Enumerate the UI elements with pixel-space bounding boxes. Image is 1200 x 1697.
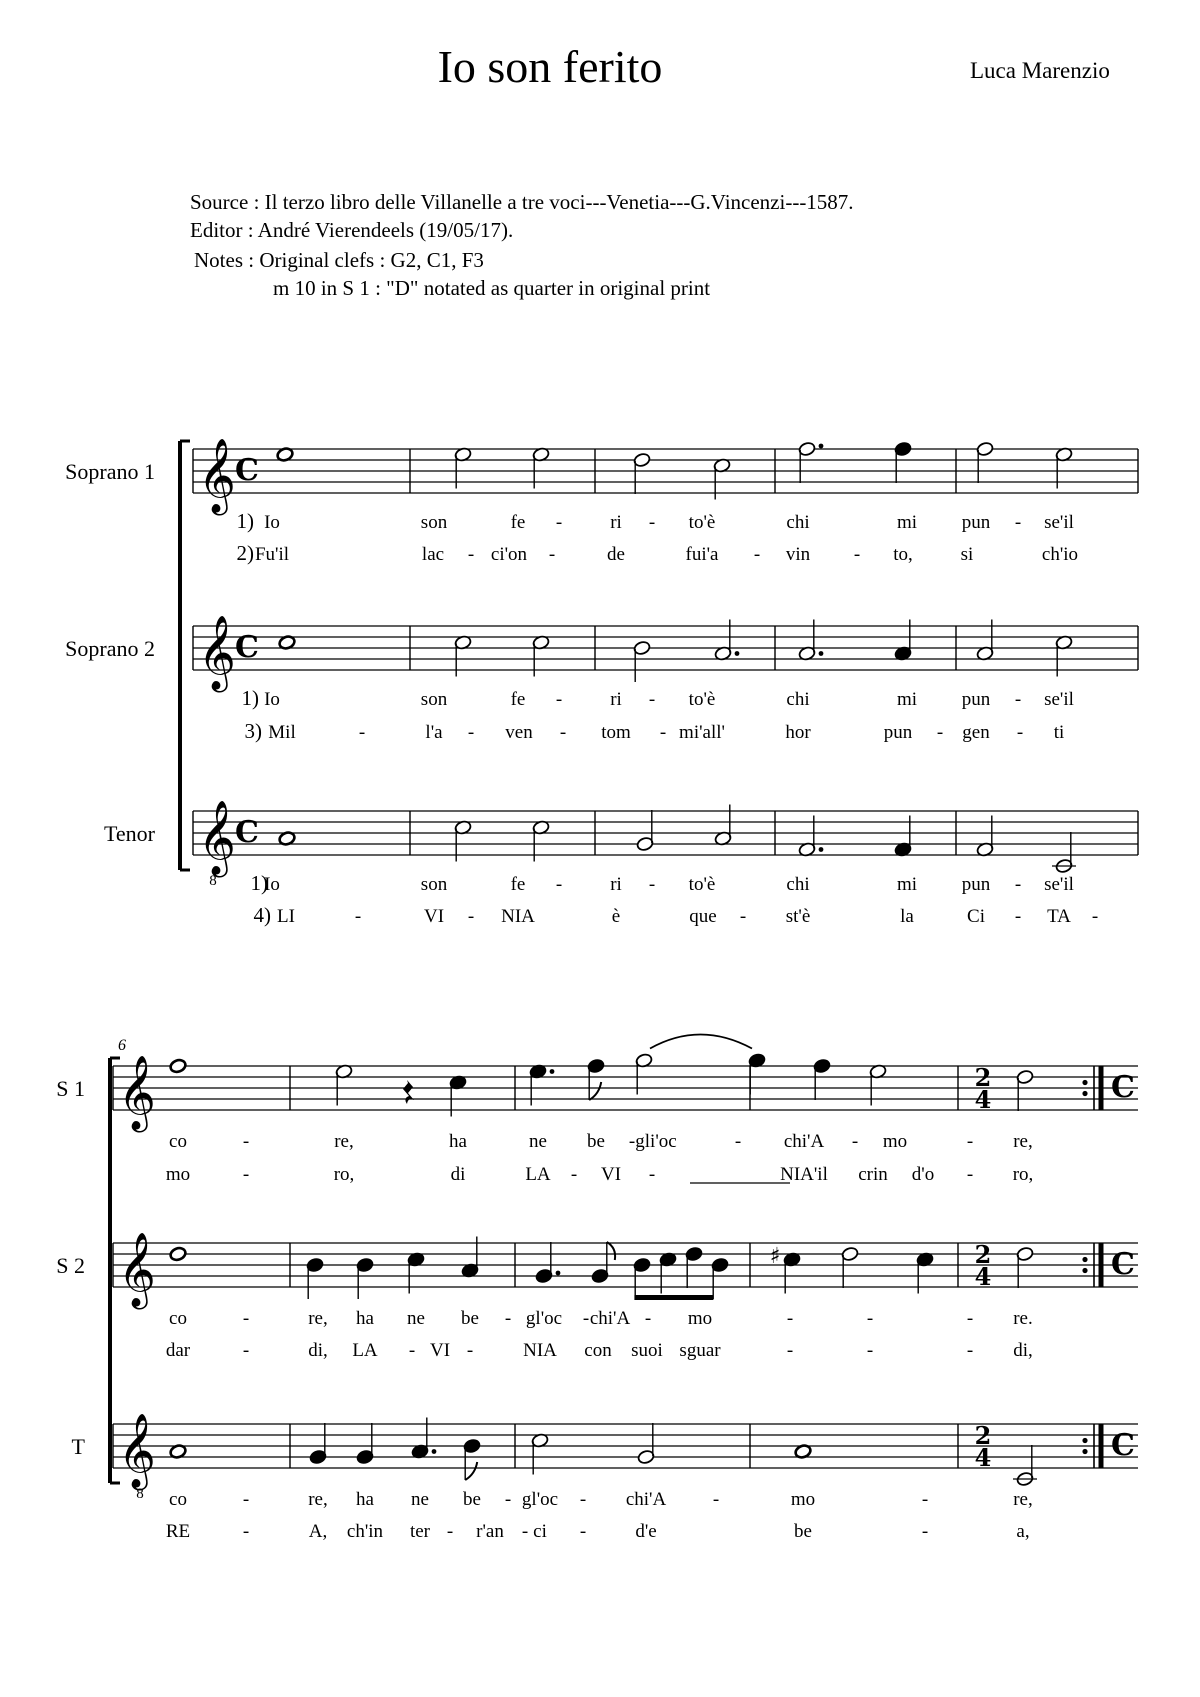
lyric-s2-v1: chi bbox=[786, 689, 810, 710]
notehead bbox=[169, 1246, 187, 1262]
lyric-s2-v2: hor bbox=[785, 722, 811, 743]
lyric-s2-v2: mi'all' bbox=[679, 722, 725, 743]
dot bbox=[556, 1271, 561, 1276]
lyric2-s1-v2: - bbox=[966, 1164, 974, 1185]
lyric2-s1-v1: chi'A bbox=[783, 1131, 825, 1152]
lyric2-t-v1: - bbox=[579, 1489, 587, 1510]
verse-number: 4) bbox=[253, 903, 271, 927]
lyric2-s2-v2: - bbox=[242, 1340, 250, 1361]
tie-slur bbox=[650, 1035, 752, 1049]
note bbox=[535, 1242, 560, 1284]
lyric2-t-v1: co bbox=[169, 1489, 187, 1510]
lyric-t-v1: ri bbox=[610, 874, 622, 895]
lyric-s1-v2: - bbox=[467, 544, 475, 565]
lyric-t-v2: la bbox=[900, 906, 914, 927]
lyric2-s2-v2: VI bbox=[429, 1340, 451, 1361]
repeat-dot bbox=[1082, 1257, 1087, 1262]
sharp-icon: ♯ bbox=[769, 1244, 781, 1269]
lyric2-s1-v2: di bbox=[450, 1164, 466, 1185]
lyric2-t-v2: - bbox=[921, 1521, 929, 1542]
lyric-s1-v2: to, bbox=[893, 544, 913, 565]
treble-clef-icon: 𝄞 bbox=[118, 1233, 156, 1307]
lyric-t-v1: chi bbox=[786, 874, 810, 895]
lyric-t-v1: pun bbox=[961, 874, 991, 895]
lyric-s1-v2: ci'on bbox=[490, 544, 528, 565]
time-sig-bottom: 4 bbox=[974, 1085, 992, 1114]
lyric2-s1-v1: re, bbox=[334, 1131, 354, 1152]
voice-label-s1: Soprano 1 bbox=[65, 459, 155, 484]
lyric2-s1-v2: ro, bbox=[333, 1164, 355, 1185]
lyric2-s1-v2: mo bbox=[165, 1164, 191, 1185]
lyric2-s2-v2: sguar bbox=[679, 1340, 721, 1361]
lyric-t-v2: LI bbox=[277, 906, 295, 927]
note bbox=[1013, 1445, 1037, 1487]
lyric2-s1-v2: - bbox=[570, 1164, 578, 1185]
common-time-icon: C bbox=[235, 630, 259, 665]
lyric-s1-v2: ch'io bbox=[1041, 544, 1079, 565]
lyric-t-v1: - bbox=[648, 874, 656, 895]
lyric2-t-v2: - bbox=[521, 1521, 529, 1542]
note bbox=[798, 441, 823, 483]
lyric2-t-v2: A, bbox=[308, 1521, 328, 1542]
lyric-s2-v2: - bbox=[358, 722, 366, 743]
lyric-t-v1: - bbox=[1014, 874, 1022, 895]
lyric2-t-v1: ha bbox=[356, 1489, 374, 1510]
note bbox=[1016, 1069, 1034, 1111]
lyric-s1-v2: - bbox=[548, 544, 556, 565]
lyric-t-v2: Ci bbox=[967, 906, 985, 927]
lyric2-s1-v2: - bbox=[242, 1164, 250, 1185]
lyric-s2-v2: - bbox=[936, 722, 944, 743]
verse-number: 1) bbox=[250, 871, 268, 895]
lyric-s2-v1: - bbox=[555, 689, 563, 710]
lyric2-t-v1: - bbox=[504, 1489, 512, 1510]
lyric2-s1-v2: crin bbox=[858, 1164, 888, 1185]
lyric2-s2-v1: chi'A bbox=[589, 1308, 631, 1329]
lyric-t-v2: - bbox=[1014, 906, 1022, 927]
lyric2-t-v2: d'e bbox=[635, 1521, 657, 1542]
lyric-s1-v2: fui'a bbox=[685, 544, 719, 565]
note bbox=[356, 1423, 374, 1465]
common-time-icon: C bbox=[235, 815, 259, 850]
lyric2-s1-v2: LA bbox=[525, 1164, 551, 1185]
staff-t bbox=[193, 811, 1138, 855]
lyric2-t-v1: - bbox=[242, 1489, 250, 1510]
dot bbox=[819, 847, 824, 852]
notes-line-1: Notes : Original clefs : G2, C1, F3 bbox=[194, 248, 484, 272]
treble-clef-icon: 𝄞 bbox=[198, 616, 236, 690]
lyric2-s2-v2: - bbox=[466, 1340, 474, 1361]
lyric2-s1-v1: gli'oc bbox=[635, 1131, 677, 1152]
lyric-s2-v2: - bbox=[467, 722, 475, 743]
lyric2-s1-v2: - bbox=[648, 1164, 656, 1185]
lyric-s2-v2: ven bbox=[505, 722, 533, 743]
lyric-t-v2: NIA bbox=[501, 906, 535, 927]
lyric2-t-v1: be bbox=[463, 1489, 481, 1510]
lyric2-s2-v1: - bbox=[242, 1308, 250, 1329]
lyric2-s2-v1: gl'oc bbox=[525, 1308, 563, 1329]
lyric2-s2-v1: re. bbox=[1013, 1308, 1033, 1329]
quarter-rest-icon bbox=[403, 1080, 414, 1104]
repeat-dot bbox=[1082, 1268, 1087, 1273]
lyric-t-v2: - bbox=[354, 906, 362, 927]
lyric-s2-v1: pun bbox=[961, 689, 991, 710]
lyric2-s2-v2: suoi bbox=[631, 1340, 663, 1361]
note bbox=[356, 1257, 374, 1299]
lyric-t-v2: st'è bbox=[785, 906, 811, 927]
repeat-dot bbox=[1082, 1080, 1087, 1085]
measure-number: 6 bbox=[118, 1037, 126, 1054]
lyric-t-v2: VI bbox=[423, 906, 445, 927]
lyric2-t-v2: RE bbox=[165, 1521, 191, 1542]
voice-short-label-t: T bbox=[71, 1434, 85, 1459]
verse-number: 3) bbox=[244, 719, 262, 743]
lyric2-t-v2: a, bbox=[1016, 1521, 1030, 1542]
lyric2-s1-v1: - bbox=[734, 1131, 742, 1152]
note bbox=[633, 1257, 651, 1299]
lyric-s1-v1: Io bbox=[264, 512, 280, 533]
lyric-s1-v2: si bbox=[960, 544, 974, 565]
note bbox=[637, 1423, 655, 1465]
note bbox=[636, 810, 654, 852]
lyric-s1-v1: chi bbox=[786, 512, 810, 533]
lyric2-s2-v2: di, bbox=[308, 1340, 328, 1361]
lyric-s1-v2: vin bbox=[785, 544, 811, 565]
lyric-s2-v1: - bbox=[648, 689, 656, 710]
lyric-s1-v1: son bbox=[420, 512, 448, 533]
lyric2-t-v1: chi'A bbox=[625, 1489, 667, 1510]
lyric-t-v1: - bbox=[555, 874, 563, 895]
lyric2-s1-v2: NIA'il bbox=[780, 1164, 828, 1185]
note bbox=[306, 1257, 324, 1299]
lyric2-t-v1: gl'oc bbox=[521, 1489, 559, 1510]
dot bbox=[550, 1069, 555, 1074]
lyric-s1-v1: - bbox=[1014, 512, 1022, 533]
treble-clef-icon: 𝄞 bbox=[118, 1056, 156, 1130]
lyric2-t-v2: - bbox=[446, 1521, 454, 1542]
staff-s1 bbox=[193, 449, 1138, 493]
lyric2-t-v1: - bbox=[921, 1489, 929, 1510]
lyric-t-v2: - bbox=[739, 906, 747, 927]
lyric-s2-v1: - bbox=[1014, 689, 1022, 710]
lyric-s2-v2: pun bbox=[883, 722, 913, 743]
lyric2-t-v1: mo bbox=[790, 1489, 816, 1510]
voice-label-t: Tenor bbox=[104, 821, 155, 846]
note bbox=[633, 640, 651, 682]
lyric-s1-v1: - bbox=[555, 512, 563, 533]
dot bbox=[819, 651, 824, 656]
note bbox=[976, 441, 994, 483]
lyric2-s1-v1: mo bbox=[882, 1131, 908, 1152]
lyric-s2-v1: Io bbox=[264, 689, 280, 710]
lyric-t-v1: se'il bbox=[1044, 874, 1074, 895]
common-time-icon: C bbox=[1111, 1247, 1135, 1282]
note bbox=[169, 1246, 187, 1262]
lyric-s1-v2: - bbox=[853, 544, 861, 565]
eighth-flag bbox=[607, 1242, 615, 1260]
lyric-t-v2: - bbox=[467, 906, 475, 927]
treble-clef-icon: 𝄞 bbox=[198, 801, 236, 875]
lyric-s1-v2: lac bbox=[421, 544, 445, 565]
note bbox=[591, 1242, 609, 1284]
lyric-s2-v2: - bbox=[1016, 722, 1024, 743]
eighth-flag bbox=[465, 1462, 477, 1480]
voice-label-s2: Soprano 2 bbox=[65, 636, 155, 661]
lyric2-s2-v2: - bbox=[408, 1340, 416, 1361]
lyric2-s2-v1: - bbox=[866, 1308, 874, 1329]
time-sig-bottom: 4 bbox=[974, 1262, 992, 1291]
note bbox=[1016, 1246, 1034, 1288]
lyric-s2-v2: ti bbox=[1053, 722, 1065, 743]
lyric2-t-v2: ci bbox=[533, 1521, 547, 1542]
note bbox=[894, 441, 912, 483]
lyric-s2-v2: l'a bbox=[425, 722, 443, 743]
lyric-s2-v1: to'è bbox=[688, 689, 716, 710]
lyric2-s2-v2: NIA bbox=[523, 1340, 557, 1361]
lyric2-s2-v2: con bbox=[584, 1340, 612, 1361]
note bbox=[841, 1246, 859, 1288]
lyric2-t-v2: be bbox=[794, 1521, 812, 1542]
lyric2-s2-v2: dar bbox=[165, 1340, 191, 1361]
time-sig-top: 2 bbox=[974, 1421, 992, 1450]
lyric2-s2-v2: - bbox=[966, 1340, 974, 1361]
lyric-t-v2: - bbox=[1091, 906, 1099, 927]
voice-short-label-s1: S 1 bbox=[56, 1076, 85, 1101]
lyric2-s2-v1: re, bbox=[308, 1308, 328, 1329]
lyric-s1-v1: se'il bbox=[1044, 512, 1074, 533]
common-time-icon: C bbox=[1111, 1428, 1135, 1463]
lyric2-s1-v1: - bbox=[242, 1131, 250, 1152]
lyric-t-v2: TA bbox=[1047, 906, 1071, 927]
note bbox=[169, 1058, 187, 1074]
lyric2-t-v2: - bbox=[579, 1521, 587, 1542]
lyric2-s2-v1: be bbox=[461, 1308, 479, 1329]
beam bbox=[634, 1295, 713, 1300]
lyric2-s2-v1: ne bbox=[407, 1308, 425, 1329]
lyric2-s2-v1: mo bbox=[687, 1308, 713, 1329]
lyric2-s2-v2: LA bbox=[352, 1340, 378, 1361]
lyric-t-v1: fe bbox=[510, 874, 526, 895]
lyric2-s1-v1: - bbox=[851, 1131, 859, 1152]
time-sig-top: 2 bbox=[974, 1063, 992, 1092]
lyric-s1-v2: - bbox=[753, 544, 761, 565]
editor-note: Editor : André Vierendeels (19/05/17). bbox=[190, 218, 514, 242]
lyric-s1-v2: Fu'il bbox=[254, 544, 290, 565]
lyric2-s1-v1: re, bbox=[1013, 1131, 1033, 1152]
note bbox=[309, 1423, 327, 1465]
lyric2-s2-v1: - bbox=[644, 1308, 652, 1329]
treble-clef-icon: 𝄞 bbox=[198, 439, 236, 513]
treble-clef-icon: 𝄞 bbox=[118, 1414, 156, 1488]
lyric-t-v2: que bbox=[689, 906, 717, 927]
eighth-flag bbox=[589, 1082, 601, 1100]
lyric2-t-v2: ch'in bbox=[346, 1521, 384, 1542]
lyric2-s2-v1: co bbox=[169, 1308, 187, 1329]
lyric2-s1-v2: ro, bbox=[1012, 1164, 1034, 1185]
repeat-dot bbox=[1082, 1438, 1087, 1443]
lyric-s2-v1: fe bbox=[510, 689, 526, 710]
note bbox=[1052, 832, 1076, 874]
verse-number: 1) bbox=[241, 686, 259, 710]
note bbox=[685, 1246, 703, 1288]
lyric2-s1-v1: - bbox=[966, 1131, 974, 1152]
lyric-s2-v1: ri bbox=[610, 689, 622, 710]
verse-number: 1) bbox=[236, 509, 254, 533]
lyric-t-v1: mi bbox=[896, 874, 918, 895]
lyric-s1-v1: to'è bbox=[688, 512, 716, 533]
lyric-s1-v1: fe bbox=[510, 512, 526, 533]
octave-mark: 8 bbox=[136, 1486, 144, 1502]
composer-name: Luca Marenzio bbox=[970, 58, 1110, 83]
lyric-s2-v2: - bbox=[559, 722, 567, 743]
lyric2-s2-v2: - bbox=[786, 1340, 794, 1361]
voice-short-label-s2: S 2 bbox=[56, 1253, 85, 1278]
lyric-s1-v2: de bbox=[607, 544, 625, 565]
lyric-s2-v1: mi bbox=[896, 689, 918, 710]
dot bbox=[735, 651, 740, 656]
lyric2-t-v1: - bbox=[712, 1489, 720, 1510]
lyric2-s1-v1: ne bbox=[529, 1131, 547, 1152]
dot bbox=[432, 1449, 437, 1454]
lyric-s2-v1: se'il bbox=[1044, 689, 1074, 710]
lyric-s2-v2: gen bbox=[962, 722, 990, 743]
lyric2-t-v1: ne bbox=[411, 1489, 429, 1510]
lyric2-s2-v2: di, bbox=[1013, 1340, 1033, 1361]
lyric2-s1-v2: d'o bbox=[911, 1164, 935, 1185]
lyric-s2-v2: tom bbox=[601, 722, 631, 743]
time-sig-top: 2 bbox=[974, 1240, 992, 1269]
lyric-s2-v2: - bbox=[659, 722, 667, 743]
lyric-t-v1: to'è bbox=[688, 874, 716, 895]
lyric2-s1-v1: ha bbox=[449, 1131, 467, 1152]
lyric-t-v2: è bbox=[611, 906, 621, 927]
verse-number: 2) bbox=[236, 541, 254, 565]
lyric2-s1-v1: be bbox=[587, 1131, 605, 1152]
lyric-t-v1: son bbox=[420, 874, 448, 895]
note bbox=[813, 1058, 831, 1100]
lyric-s1-v1: - bbox=[648, 512, 656, 533]
lyric2-s2-v1: ha bbox=[356, 1308, 374, 1329]
lyric2-t-v1: re, bbox=[308, 1489, 328, 1510]
source-note: Source : Il terzo libro delle Villanelle a tre voci---Venetia---G.Vincenzi---1587. bbox=[190, 190, 854, 214]
lyric2-t-v1: re, bbox=[1013, 1489, 1033, 1510]
lyric2-t-v2: r'an bbox=[476, 1521, 504, 1542]
lyric-s1-v1: mi bbox=[896, 512, 918, 533]
note bbox=[711, 1257, 729, 1299]
score-title: Io son ferito bbox=[437, 41, 663, 92]
lyric2-s2-v1: - bbox=[786, 1308, 794, 1329]
lyric2-s2-v1: - bbox=[582, 1308, 590, 1329]
notes-line-2: m 10 in S 1 : "D" notated as quarter in original print bbox=[273, 276, 711, 300]
lyric2-s1-v1: - bbox=[628, 1131, 636, 1152]
common-time-icon: C bbox=[1111, 1070, 1135, 1105]
lyric2-t-v2: - bbox=[242, 1521, 250, 1542]
lyric2-s1-v2: VI bbox=[600, 1164, 622, 1185]
octave-mark: 8 bbox=[209, 873, 217, 889]
common-time-icon: C bbox=[235, 453, 259, 488]
notehead bbox=[169, 1058, 187, 1074]
note bbox=[633, 452, 651, 494]
lyric2-s2-v2: - bbox=[866, 1340, 874, 1361]
time-sig-bottom: 4 bbox=[974, 1443, 992, 1472]
lyric2-t-v2: ter bbox=[409, 1521, 431, 1542]
dot bbox=[819, 444, 824, 449]
staff-s2 bbox=[193, 626, 1138, 670]
lyric2-s1-v1: co bbox=[169, 1131, 187, 1152]
lyric2-s2-v1: - bbox=[966, 1308, 974, 1329]
lyric-s2-v1: son bbox=[420, 689, 448, 710]
lyric-t-v1: Io bbox=[264, 874, 280, 895]
repeat-dot bbox=[1082, 1091, 1087, 1096]
lyric2-s2-v1: - bbox=[504, 1308, 512, 1329]
lyric-s2-v2: Mil bbox=[268, 722, 296, 743]
lyric-s1-v1: pun bbox=[961, 512, 991, 533]
lyric-s1-v1: ri bbox=[610, 512, 622, 533]
repeat-dot bbox=[1082, 1449, 1087, 1454]
